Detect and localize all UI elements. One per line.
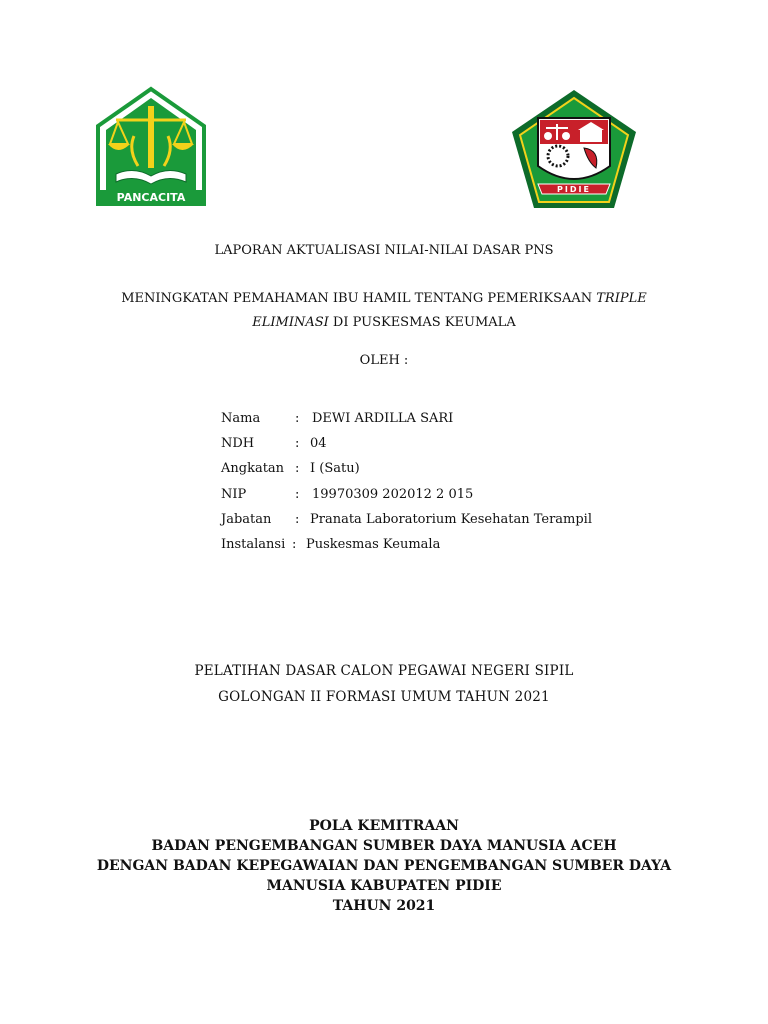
- field-separator: :: [295, 436, 300, 451]
- pancacita-logo: [94, 86, 208, 208]
- title-line-1: [0, 291, 768, 306]
- report-label: LAPORAN AKTUALISASI NILAI-NILAI DASAR PNS: [214, 243, 554, 258]
- field-separator: :: [295, 512, 300, 527]
- field-label: NDH: [221, 436, 255, 451]
- field-label: Jabatan: [221, 512, 272, 527]
- title-line-2-plain: DI PUSKESMAS KEUMALA: [328, 315, 516, 330]
- field-value: DEWI ARDILLA SARI: [312, 411, 454, 426]
- field-label: Angkatan: [221, 461, 285, 476]
- field-separator: :: [295, 461, 300, 476]
- oleh-label: OLEH :: [359, 353, 409, 368]
- pancacita-emblem-icon: [94, 86, 208, 208]
- title-line-1-italic: TRIPLE: [596, 291, 647, 306]
- field-separator: :: [292, 537, 297, 552]
- footer-line-1: POLA KEMITRAAN: [309, 818, 459, 834]
- training-line-2: GOLONGAN II FORMASI UMUM TAHUN 2021: [218, 689, 550, 705]
- footer-line-3: DENGAN BADAN KEPEGAWAIAN DAN PENGEMBANGAN SUMBER DAYA: [96, 858, 672, 874]
- pidie-logo: [508, 88, 640, 210]
- field-label: Instalansi: [221, 537, 286, 552]
- field-value: I (Satu): [310, 461, 360, 476]
- field-label: Nama: [221, 411, 261, 426]
- training-line-1: PELATIHAN DASAR CALON PEGAWAI NEGERI SIPIL: [194, 663, 574, 679]
- footer-line-2: BADAN PENGEMBANGAN SUMBER DAYA MANUSIA ACEH: [151, 838, 617, 854]
- field-label: NIP: [221, 487, 247, 502]
- title-line-1-plain: MENINGKATAN PEMAHAMAN IBU HAMIL TENTANG PEMERIKSAAN: [121, 291, 597, 306]
- footer-line-4: MANUSIA KABUPATEN PIDIE: [266, 878, 502, 894]
- field-separator: :: [295, 411, 300, 426]
- pidie-regency-emblem-icon: [508, 88, 640, 210]
- pancacita-text: PANCACITA: [116, 191, 186, 204]
- title-line-2: [0, 315, 768, 330]
- field-value: Puskesmas Keumala: [306, 537, 441, 552]
- title-line-2-italic: ELIMINASI: [252, 315, 329, 330]
- field-value: 19970309 202012 2 015: [312, 487, 474, 502]
- pidie-text: PIDIE: [557, 185, 591, 194]
- field-value: Pranata Laboratorium Kesehatan Terampil: [310, 512, 593, 527]
- field-separator: :: [295, 487, 300, 502]
- footer-line-5: TAHUN 2021: [332, 898, 436, 914]
- field-value: 04: [310, 436, 327, 451]
